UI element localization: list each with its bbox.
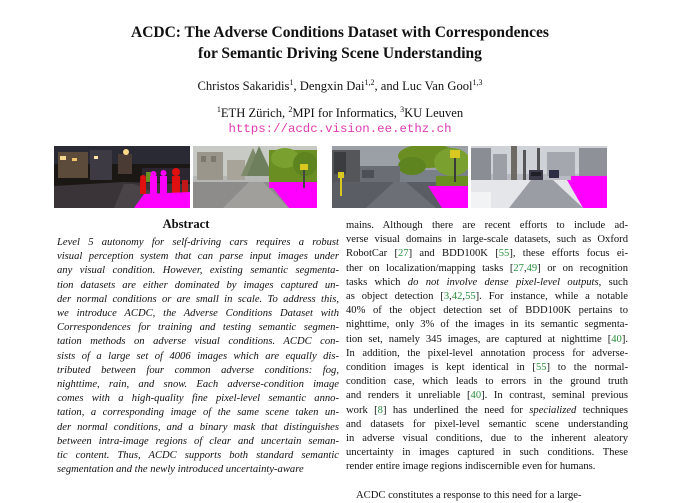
author-separator: , and	[374, 79, 403, 93]
citation-link[interactable]: 55	[535, 362, 547, 374]
citation-link[interactable]: 49	[526, 262, 538, 274]
author-affiliation-mark: 1	[289, 78, 294, 87]
body-text: in adverse visual conditions, due to the inherent aleatory	[346, 433, 628, 445]
abstract-line: tic content. Thus, ACDC supports both standard semantic	[57, 450, 339, 462]
body-text: mains. Although there are recent efforts to include ad-	[346, 220, 628, 231]
author-name: Christos Sakaridis	[197, 79, 290, 93]
abstract-line: Correspondences for training and testing semantic segmen-	[57, 322, 339, 334]
abstract-line: tation, a corresponding image of the same scene taken un-	[57, 407, 339, 419]
abstract-line: tributed between four common adverse conditions: fog,	[57, 364, 339, 376]
teaser-image-rain	[332, 146, 468, 208]
abstract-line: der normal conditions or are small in scale. To address this,	[57, 293, 339, 305]
abstract-line: between intra-image regions of clear and uncertain seman-	[57, 435, 339, 447]
introduction-body	[346, 219, 628, 503]
affiliation-name: ETH Zürich	[220, 106, 283, 120]
body-text: ACDC constitutes a response to this need for a large-	[346, 489, 582, 501]
body-line	[346, 489, 628, 503]
body-text: render entire image regions indiscernible even for humans.	[346, 461, 596, 473]
body-line	[346, 389, 628, 403]
body-line	[346, 432, 628, 446]
citation-link[interactable]: 42	[451, 291, 463, 303]
paper-title	[0, 22, 680, 64]
citation-link[interactable]: 55	[465, 291, 476, 303]
abstract-line: nighttime, rain, and snow. Each adverse-condition image	[57, 379, 339, 391]
body-text: ] has underlined the need for	[382, 404, 530, 416]
body-line	[346, 460, 628, 474]
affiliation-name: MPI for Informatics	[292, 106, 394, 120]
body-text: , such	[598, 276, 629, 288]
abstract-line: visual perception system that can parse input images under	[57, 251, 339, 263]
emphasized-text: do not involve dense pixel-level outputs	[407, 276, 599, 288]
body-text: ]. In contrast, seminal previous	[481, 390, 628, 402]
body-text: ] to the normal-	[546, 362, 628, 374]
author-name: Luc Van Gool	[402, 79, 473, 93]
affiliation-mark: 1	[216, 105, 221, 114]
body-line	[346, 304, 628, 318]
affiliation-list: $^1$ETH Zürich, $^2$MPI for Informatics, $^3$KU Leuven	[216, 105, 464, 120]
body-line	[346, 247, 628, 261]
body-text: ,	[523, 262, 527, 274]
body-line	[346, 404, 628, 418]
abstract-line: tation methods on adverse visual conditions. ACDC con-	[57, 336, 339, 348]
body-line	[346, 475, 628, 489]
body-text: and renders it unreliable [	[346, 390, 471, 402]
abstract-line: sists of a large set of 4006 images which are equally dis-	[57, 350, 339, 362]
abstract-line: comes with a high-quality fine pixel-level semantic anno-	[57, 393, 339, 405]
body-line	[346, 219, 628, 233]
body-text: tasks which	[346, 276, 408, 288]
abstract-line: Level 5 autonomy for self-driving cars requires a robust	[57, 237, 339, 248]
body-text: techniques	[576, 404, 629, 416]
citation-link[interactable]: 27	[513, 262, 524, 274]
abstract-line: any visual condition. However, existing semantic segmenta-	[57, 265, 339, 277]
body-text: In addition, the pixel-level annotation process for adverse-	[346, 347, 628, 359]
body-text: ] and BDD100K [	[408, 248, 499, 260]
citation-link[interactable]: 40	[470, 390, 482, 402]
body-line	[346, 446, 628, 460]
emphasized-text: specialized	[529, 404, 577, 416]
body-line	[346, 347, 628, 361]
affiliation-name: KU Leuven	[404, 106, 464, 120]
abstract-line: tion datasets are either dominated by images captured un-	[57, 279, 339, 291]
body-line	[346, 262, 628, 276]
author-affiliation-mark: 1,3	[472, 78, 483, 87]
citation-link[interactable]: 27	[398, 248, 409, 260]
body-text: verse visual domains in large-scale datasets, such as Oxford	[346, 234, 628, 246]
teaser-image-fog	[193, 146, 317, 208]
abstract-line: der normal conditions, and a binary mask that distinguishes	[57, 421, 339, 433]
body-line	[346, 361, 628, 375]
body-text: tion set, namely 345 images, are captured at nighttime [	[346, 333, 612, 345]
body-text: ,	[449, 291, 452, 303]
body-text: RobotCar [	[346, 248, 399, 260]
body-line	[346, 375, 628, 389]
abstract-heading: Abstract	[162, 217, 210, 231]
body-line	[346, 318, 628, 332]
title-line-2: for Semantic Driving Scene Understanding	[198, 45, 482, 62]
body-line	[346, 418, 628, 432]
abstract-line: we introduce ACDC, the Adverse Conditions Dataset with	[57, 308, 339, 320]
body-line	[346, 276, 628, 290]
body-text: ,	[462, 291, 466, 303]
body-text: as object detection [	[346, 291, 444, 303]
teaser-image-snow	[471, 146, 607, 208]
citation-link[interactable]: 8	[377, 404, 383, 416]
author-separator: ,	[293, 79, 300, 93]
teaser-image-night	[54, 146, 190, 208]
author-name: Dengxin Dai	[299, 79, 365, 93]
body-text: nighttime, only 3% of the images in its semantic segmenta-	[346, 319, 628, 331]
body-text: work [	[346, 404, 378, 416]
body-text: ]. For instance, while a notable	[475, 291, 628, 303]
project-url-link[interactable]: https://acdc.vision.ee.ethz.ch	[228, 122, 452, 136]
author-list	[0, 79, 680, 94]
body-text: ther on localization/mapping tasks [	[346, 262, 514, 274]
body-line	[346, 333, 628, 347]
body-text: and datasets for pixel-level semantic scene understanding	[346, 418, 628, 430]
title-line-1: ACDC: The Adverse Conditions Dataset with Correspondences	[131, 24, 549, 41]
author-affiliation-mark: 1,2	[364, 78, 375, 87]
abstract-line: segmentation and the newly introduced uncertainty-aware	[57, 464, 304, 476]
affiliation-mark: 2	[288, 105, 293, 114]
citation-link[interactable]: 40	[611, 333, 622, 345]
abstract-body	[57, 236, 339, 477]
body-text: 40% of the object detection set of BDD100K pertains to	[346, 305, 628, 317]
body-text: uncertainty in images captured in such conditions. These	[346, 447, 628, 459]
body-text: ].	[621, 333, 628, 345]
body-line	[346, 290, 628, 304]
citation-link[interactable]: 3	[443, 291, 450, 303]
body-text: condition case, which leads to errors in the ground truth	[346, 376, 628, 388]
citation-link[interactable]: 55	[498, 248, 510, 260]
body-text: ] or on recognition	[537, 262, 628, 274]
body-text: ], these efforts focus ei-	[509, 248, 628, 260]
body-line	[346, 233, 628, 247]
body-text: condition images is kept identical in [	[346, 362, 536, 374]
affiliation-mark: 3	[400, 105, 405, 114]
